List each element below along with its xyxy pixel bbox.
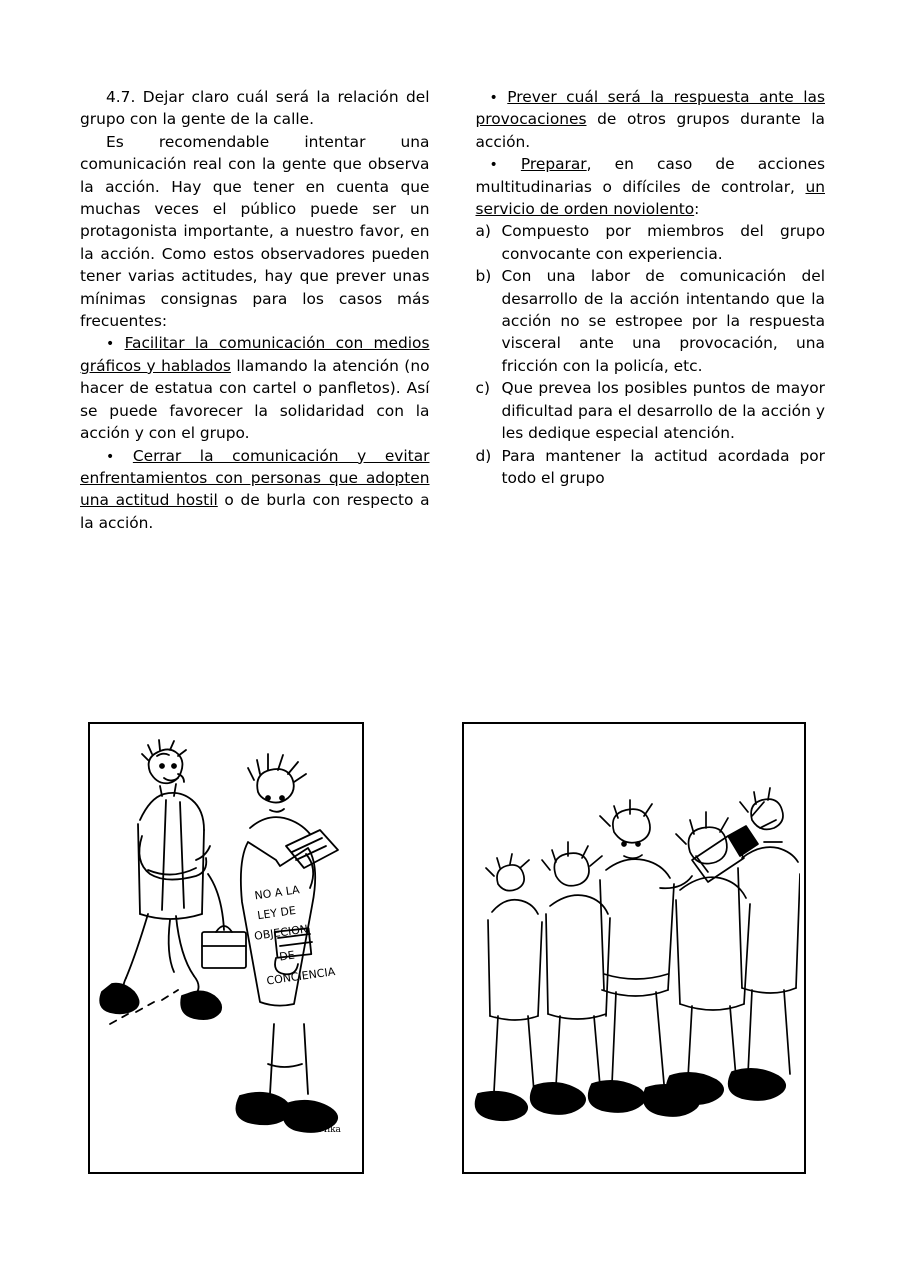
left-bullet-1-underlined: Facilitar la comunicación con medios gráficos y hablados — [80, 334, 430, 375]
illustrations — [80, 722, 825, 1174]
list-item — [476, 220, 826, 265]
list-item — [476, 445, 826, 490]
list-item-text: Compuesto por miembros del grupo convocante con experiencia. — [501, 222, 825, 263]
list-item-text: Con una labor de comunicación del desarrollo de la acción intentando que la acción no se estropee por la respuesta visceral ante una provocación, una fricción con la policía, etc. — [501, 267, 825, 375]
bullet-icon: • — [489, 157, 498, 174]
bullet-icon: • — [106, 336, 115, 353]
left-column — [80, 86, 430, 534]
right-column — [476, 86, 826, 534]
list-item-text: Para mantener la actitud acordada por todo el grupo — [501, 446, 825, 487]
right-bullet-1-underlined: Prever cuál será la respuesta ante las provocaciones — [475, 88, 825, 129]
svg-text:DE: DE — [278, 948, 296, 964]
list-item-marker: d) — [475, 446, 492, 465]
right-bullet-1-rest: de otros grupos durante la acción. — [475, 110, 825, 151]
left-bullet-2 — [80, 445, 430, 535]
right-bullet-2-underlined2: un servicio de orden noviolento — [475, 177, 825, 219]
right-bullet-2 — [476, 153, 826, 220]
bullet-icon: • — [106, 448, 115, 465]
left-bullet-2-rest: o de burla con respecto a la acción. — [80, 491, 430, 532]
left-bullet-2-underlined: Cerrar la comunicación y evitar enfrentamientos con personas que adopten una actitud hostil — [80, 446, 430, 510]
list-item — [476, 377, 826, 444]
section-heading: 4.7. Dejar claro cuál será la relación del grupo con la gente de la calle. — [80, 88, 430, 129]
two-column-text — [80, 86, 825, 534]
signature: Mika — [750, 1073, 773, 1083]
list-item — [476, 265, 826, 377]
signature: Mika — [318, 1125, 341, 1135]
right-bullet-1 — [476, 86, 826, 153]
list-item-marker: a) — [475, 222, 491, 241]
figure-left — [88, 722, 364, 1174]
left-bullet-1 — [80, 332, 430, 444]
cartoon-group-megaphone — [464, 724, 800, 1168]
left-bullet-1-rest: llamando la atención (no hacer de estatua con cartel o panfletos). Así se puede favorecer la solidaridad con la acción y con el grupo. — [80, 356, 430, 443]
right-bullet-2-word: Preparar — [520, 155, 587, 174]
bullet-icon: • — [489, 90, 498, 106]
svg-text:OBJECION: OBJECION — [253, 922, 309, 943]
left-paragraph-1: Es recomendable intentar una comunicación real con la gente que observa la acción. Hay que tener en cuenta que muchas veces el público puede ser un protagonista importante, a nuestro favor, en la acción. Como estos observadores pueden tener varias actitudes, hay que prever unas mínimas consignas para los casos más frecuentes: — [80, 132, 430, 331]
lettered-list — [476, 220, 826, 489]
right-bullet-2-mid: , en caso de acciones multitudinarias o difíciles de controlar, — [475, 155, 825, 196]
cartoon-two-people-leaflet — [90, 724, 358, 1168]
svg-text:LEY DE: LEY DE — [256, 903, 297, 923]
right-bullet-2-end: : — [694, 200, 700, 219]
list-item-marker: b) — [475, 267, 492, 286]
figure-right — [462, 722, 806, 1174]
list-item-marker: c) — [475, 379, 490, 398]
svg-text:CONCIENCIA: CONCIENCIA — [265, 965, 336, 988]
svg-text:NO A LA: NO A LA — [253, 883, 301, 903]
list-item-text: Que prevea los posibles puntos de mayor dificultad para el desarrollo de la acción y les dedique especial atención. — [501, 379, 825, 443]
